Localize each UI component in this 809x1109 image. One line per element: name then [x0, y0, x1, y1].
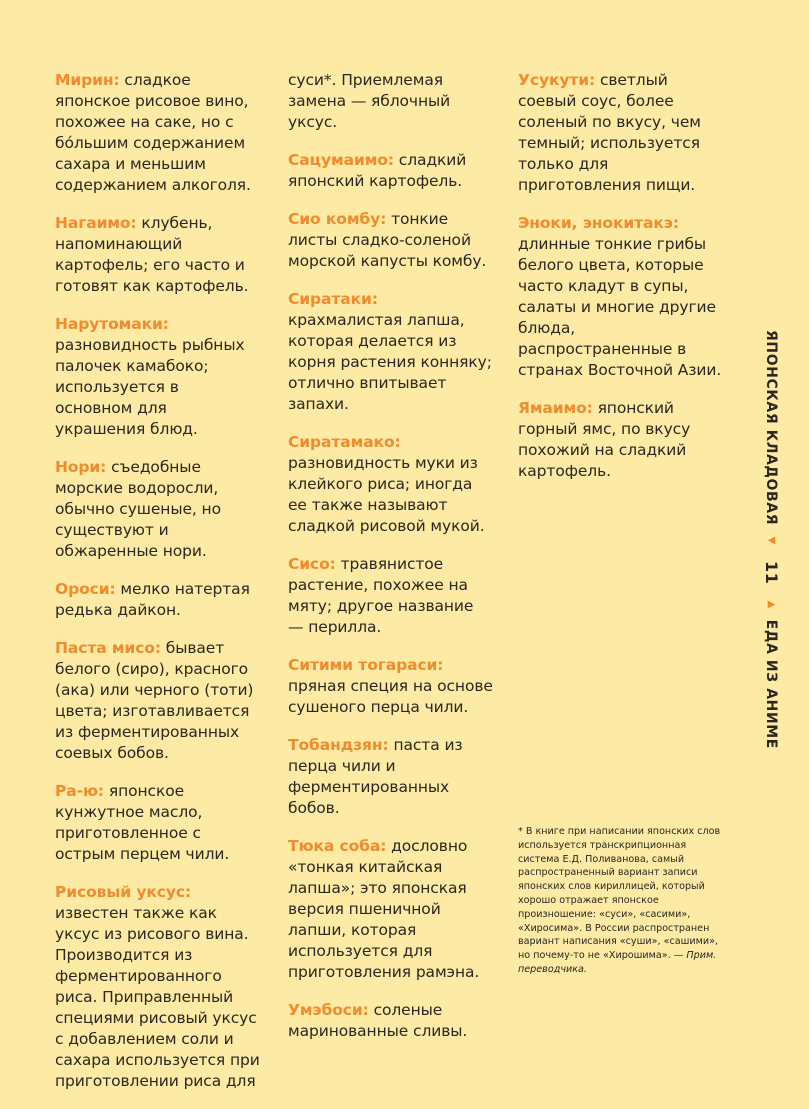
section-title: ЯПОНСКАЯ КЛАДОВАЯ	[763, 330, 779, 526]
entry-definition: разновидность рыбных палочек камабоко; используется в основном для украшения блюд.	[55, 336, 245, 438]
glossary-entry-nori	[55, 457, 260, 562]
entry-definition: японский горный ямс, по вкусу похожий на сладкий картофель.	[518, 399, 691, 480]
entry-term: Паста мисо:	[55, 639, 161, 657]
entry-term: Нори:	[55, 458, 107, 476]
entry-definition: съедобные морские водоросли, обычно сушеные, но существуют и обжаренные нори.	[55, 458, 221, 560]
triangle-right-icon: ▶	[766, 598, 777, 611]
glossary-column-3	[518, 70, 723, 499]
glossary-column-1	[55, 70, 260, 1109]
entry-definition: крахмалистая лапша, которая делается из корня растения конняку; отлично впитывает запахи.	[288, 311, 492, 413]
glossary-entry-rayu	[55, 781, 260, 865]
entry-definition: длинные тонкие грибы белого цвета, которые часто кладут в супы, салаты и многие другие блюда, распространенные в странах Восточной Азии.	[518, 235, 722, 379]
entry-term: Ра-ю:	[55, 782, 105, 800]
entry-definition: известен также как уксус из рисового вина. Производится из ферментированного риса. Приправленный специями рисовый уксус с добавлением соли и сахара используется при приготовлении риса для	[55, 904, 260, 1090]
glossary-entry-narutomaki	[55, 314, 260, 440]
entry-term: Усукути:	[518, 71, 596, 89]
glossary-entry-rice-vinegar	[55, 882, 260, 1092]
glossary-entry-oroshi	[55, 579, 260, 621]
glossary-entry-usukuchi	[518, 70, 723, 196]
entry-term: Сиратаки:	[288, 290, 378, 308]
entry-term: Сацумаимо:	[288, 151, 394, 169]
entry-definition: мелко натертая редька дайкон.	[55, 580, 250, 619]
entry-term: Умэбоси:	[288, 1001, 369, 1019]
glossary-entry-shirataki	[288, 289, 493, 415]
entry-definition: паста из перца чили и ферментированных бобов.	[288, 736, 463, 817]
glossary-entry-shiso	[288, 554, 493, 638]
glossary-entry-shiratamako	[288, 432, 493, 537]
entry-definition: дословно «тонкая китайская лапша»; это японская версия пшеничной лапши, которая используется для приготовления рамэна.	[288, 837, 480, 981]
entry-definition: пряная специя на основе сушеного перца чили.	[288, 677, 493, 716]
entry-term: Ямаимо:	[518, 399, 593, 417]
entry-term: Тюка соба:	[288, 837, 387, 855]
glossary-entry-nagaimo	[55, 213, 260, 297]
glossary-entry-umeboshi	[288, 1000, 493, 1042]
entry-definition: японское кунжутное масло, приготовленное с острым перцем чили.	[55, 782, 230, 863]
entry-term: Ситими тогараси:	[288, 656, 444, 674]
entry-term: Сисо:	[288, 555, 336, 573]
entry-term: Сиратамако:	[288, 433, 401, 451]
entry-term: Эноки, энокитакэ:	[518, 214, 679, 232]
entry-definition: соленые маринованные сливы.	[288, 1001, 468, 1040]
glossary-entry-enoki	[518, 213, 723, 381]
entry-definition: клубень, напоминающий картофель; его часто и готовят как картофель.	[55, 214, 249, 295]
glossary-entry-miso-paste	[55, 638, 260, 764]
entry-definition: сладкое японское рисовое вино, похожее на саке, но с бо́льшим содержанием сахара и меньшим содержанием алкоголя.	[55, 71, 251, 194]
glossary-entry-chuka-soba	[288, 836, 493, 983]
entry-term: Ороси:	[55, 580, 116, 598]
glossary-entry-mirin	[55, 70, 260, 196]
entry-definition: сладкий японский картофель.	[288, 151, 467, 190]
glossary-entry-tobanjan	[288, 735, 493, 819]
entry-continuation: суси*. Приемлемая замена — яблочный уксус.	[288, 71, 451, 131]
triangle-left-icon: ◀	[766, 534, 777, 547]
glossary-entry-satsumaimo	[288, 150, 493, 192]
entry-definition: разновидность муки из клейкого риса; иногда ее также называют сладкой рисовой мукой.	[288, 454, 485, 535]
running-header	[762, 330, 781, 749]
book-title: ЕДА ИЗ АНИМЕ	[763, 619, 779, 749]
page-number: 11	[762, 560, 781, 585]
entry-definition: светлый соевый соус, более соленый по вкусу, чем темный; используется только для приготовления пищи.	[518, 71, 701, 194]
entry-term: Рисовый уксус:	[55, 883, 192, 901]
footnote-text: * В книге при написании японских слов используется транскрипционная система Е.Д. Поливанова, самый распространенный вариант записи японских слов кириллицей, который хорошо отражает японское произношение: «суси», «сасими», «Хиросима». В России распространен вариант написания «суши», «сашими», но почему-то не «Хирошима». —	[518, 826, 721, 962]
footnote	[518, 825, 723, 977]
entry-term: Мирин:	[55, 71, 120, 89]
glossary-entry-shichimi-togarashi	[288, 655, 493, 718]
entry-term: Нарутомаки:	[55, 315, 169, 333]
entry-term: Сио комбу:	[288, 210, 387, 228]
entry-term: Тобандзян:	[288, 736, 389, 754]
glossary-column-2	[288, 70, 493, 1059]
entry-definition: бывает белого (сиро), красного (ака) или черного (тоти) цвета; изготавливается из ферментированных соевых бобов.	[55, 639, 254, 762]
glossary-entry-shio-kombu	[288, 209, 493, 272]
footnote-signature: Прим. переводчика.	[518, 950, 717, 975]
entry-definition: тонкие листы сладко-соленой морской капусты комбу.	[288, 210, 487, 270]
glossary-entry-yamaimo	[518, 398, 723, 482]
entry-definition: травянистое растение, похожее на мяту; другое название — перилла.	[288, 555, 474, 636]
entry-term: Нагаимо:	[55, 214, 137, 232]
